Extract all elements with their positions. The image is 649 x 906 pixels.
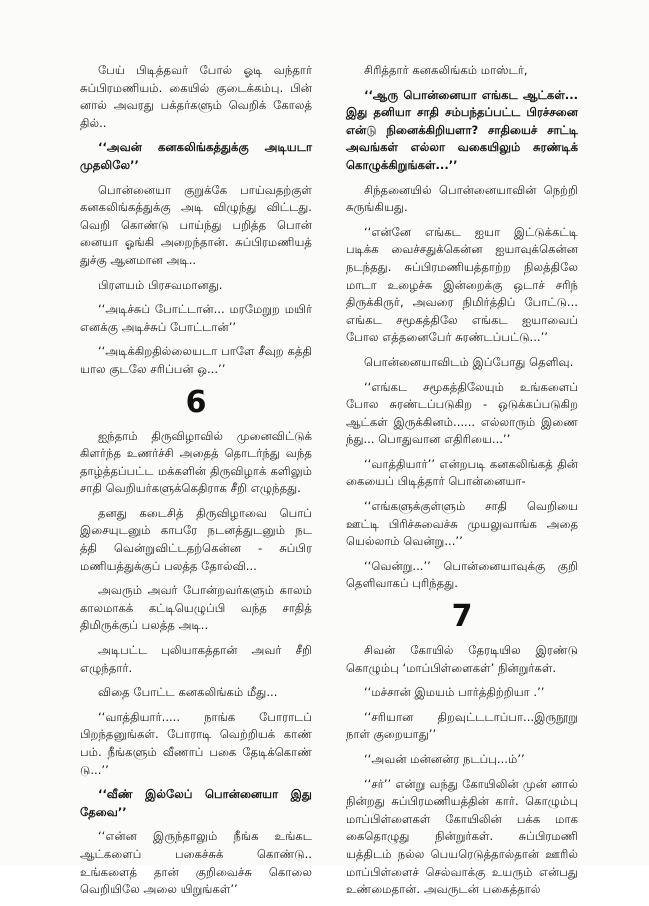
paragraph: விதை போட்ட கனகலிங்கம் மீது... [98, 685, 278, 700]
right-column [346, 62, 578, 906]
paragraph: பேய் பிடித்தவர் போல் ஓடி வந்தார் சுப்பிரமணியம். கையில் குடைக்கம்பு. பின் னால் அவரது பக்தர்களும் வெறிக் கோலத் தில்.. [80, 63, 312, 130]
dialogue-paragraph: ‘‘வீண் இல்லேப் பொன்னையா இது தேவை’’ [80, 787, 312, 819]
paragraph: சிரித்தார் கனகலிங்கம் மாஸ்டர், [364, 63, 528, 77]
dialogue-paragraph: ‘‘அடிச்சுப் போட்டான்... மரமேறுற மயிர் எனக்கு அடிச்சுப் போட்டான்’’ [80, 302, 312, 334]
dialogue-paragraph: ‘‘மச்சான் இமயம் பார்த்திற்றியா .’’ [364, 685, 545, 700]
dialogue-paragraph: ‘‘அடிக்கிறதில்லையடா பாளே சீவுற கத்தி யால குடலே சரிப்பன் ஒ...’’ [80, 344, 312, 376]
dialogue-paragraph: ‘‘அவன் மன்னன்ர நடப்பு...ம்’’ [364, 752, 525, 766]
dialogue-paragraph: ‘‘சரியான திறவுட்டடாப்பா...இருநூறு நாள் குறையாது’’ [346, 709, 578, 742]
paragraph: அவரும் அவர் போன்றவர்களும் காலம் காலமாகக் கட்டியெழுப்பி வந்த சாதித் திமிருக்குப் பலத்த அடி.. [80, 583, 312, 633]
dialogue-paragraph: ‘‘வென்று...’’ பொன்னையாவுக்கு குறி தெளிவாகப் புரிந்தது. [346, 558, 578, 591]
left-column [80, 62, 312, 906]
paragraph: பிரளயம் பிரசவமானது. [98, 277, 223, 292]
dialogue-paragraph: ‘‘ஆரு பொன்னையா எங்கட ஆட்கள்... இது தனியா சாதி சம்பந்தப்பட்ட பிரச்சனை என்டு நினைக்கிறியளா? சாதியைச் சாட்டி அவங்கள் எல்லா வகையிலும் சுரண்டிக் கொழுக்கிறுங்கள்...’’ [346, 87, 578, 172]
chapter-heading: 7 [451, 599, 473, 635]
dialogue-paragraph: ‘‘என்ன இருந்தாலும் நீங்க உங்கட ஆட்களைப் பகைச்சுக் கொண்டு.. உங்களைத் தான் குறிவைச்சு கொலை வெறியிலே அலை யிறுங்கள்’’ [80, 829, 312, 897]
dialogue-paragraph: ‘‘என்னே எங்கட ஐயா இட்டுக்கட்டி படிக்க வைச்சதுக்கென்ன ஐயாவுக்கென்ன நடந்தது. சுப்பிரமணியத்தாற்ற நிலத்திலே மாடா உழைச்சு இன்றைக்கு ஒடாச் சரிந் திருக்கிருர், அவரை நிமிர்த்திப் போட்டு... எங்கட சமூகத்திலே எங்கட ஐயாவைப் போல எத்தனைபேர் சுரண்டப்பட்டு...’’ [346, 224, 578, 345]
paragraph: பொன்னையா குறுக்கே பாய்வதற்குள் கனகலிங்கத்துக்கு அடி விழுந்து விட்டது. வெறி கொண்டு பாய்ந்து பறித்த பொன் னையா ஓங்கி அறைந்தான். சுப்பிரமணியத் துச்கு ஆனமான அடி.. [80, 182, 312, 267]
dialogue-paragraph: ‘‘எங்களுக்குள்ளும் சாதி வெறியை ஊட்டி பிரிச்சுவைச்சு முயலுவாங்க அதை யெல்லாம் வென்று...’’ [346, 499, 578, 549]
dialogue-paragraph: ‘‘எங்கட சமூகத்திலேயும் உங்களைப் போல சுரண்டப்படுகிற - ஒடுக்கப்படுகிற ஆட்கள் இருக்கினம்...... எல்லாரும் இணை ந்து... பொதுவான எதிரியை...’’ [346, 379, 578, 447]
paragraph: ஐந்தாம் திருவிழாவில் முனைவிட்டுக் கிளர்ந்த உணர்ச்சி அதைத் தொடர்ந்து வந்த தாழ்த்தப்பட்ட மக்களின் திருவிழாக் களிலும் சாதி வெறியர்களுக்கெதிராக சீறி எழுந்தது. [80, 428, 312, 496]
paragraph: அடிபட்ட புலியாகத்தான் அவர் சீறி எழுந்தார். [80, 643, 312, 675]
dialogue-paragraph: ‘‘வாத்தியார்..... நாங்க போராடப் பிறந்தனுங்கள். போராடி வெற்றியக் காண் பம். நீங்களும் வீணாப் பகை தேடிக்கொண் டு...’’ [80, 709, 312, 777]
dialogue-paragraph: ‘‘வாத்தியார்’’ என்றபடி கனகலிங்கத் தின் கையைப் பிடித்தார் பொன்னையா- [346, 456, 578, 489]
paragraph: பொன்னையாவிடம் இப்போது தெளிவு. [364, 354, 574, 369]
dialogue-paragraph: ‘‘அவன் கனகலிங்கத்துக்கு அடியடா முதலிலே’’ [80, 140, 312, 172]
paragraph: தனது கடைசித் திருவிழாவை பொப் இசையுடனும் காபரே நடனத்துடனும் நட த்தி வென்றுவிட்டதற்கென்ன - சுப்பிர மணியத்துக்குப் பலத்த தோல்வி... [80, 505, 312, 573]
paragraph: சிவன் கோயில் தேரடியில இரண்டு கொழும்பு ‘மாப்பிள்ளைகள்’ நின்றுர்கள். [346, 643, 578, 675]
chapter-heading: 6 [185, 384, 207, 420]
paragraph: ‘‘சர்’’ என்று வந்து கோயிலின் முன் னால் நின்றது சுப்பிரமணியத்தின் கார். கொழும்பு மாப்பிள்ளைகள் கோயிலின் பக்க மாக கைதொழுது நின்றுர்கள். சுப்பிரமணி யத்திடம் நல்ல பெயரெடுத்தால்தான் ஊரில் மாப்பிள்ளைச் செல்வாக்கு உயரும் என்பது உண்மைதான். அவருடன் பகைத்தால் [346, 776, 578, 897]
paragraph: சிந்தனையில் பொன்னையாவின் நெற்றி சுருங்கியது. [346, 182, 578, 215]
